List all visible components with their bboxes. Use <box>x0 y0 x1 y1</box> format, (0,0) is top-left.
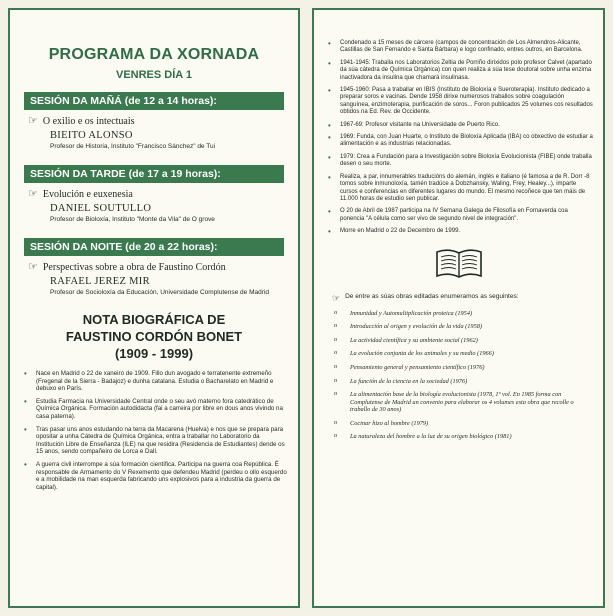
pointing-hand-icon: ☞ <box>28 261 38 273</box>
pointing-hand-icon: ☞ <box>28 188 38 200</box>
session-afternoon <box>10 165 298 224</box>
list-item: • 1979: Crea a Fundación para a Investigación sobre Bioloxía Evolucionista (FIBE) onde traballa desen o seu morte. <box>326 154 593 169</box>
program-panel <box>8 8 300 608</box>
list-item: o La actividad científica y su ambiente social (1962) <box>332 337 593 345</box>
bio-heading-years: (1909 - 1999) <box>114 346 194 361</box>
speaker-name: DANIEL SOUTULLO <box>50 203 152 214</box>
speaker-name: RAFAEL JEREZ MIR <box>50 276 150 287</box>
bio-heading <box>10 311 298 362</box>
bio-list <box>22 370 288 491</box>
works-intro-text: De entre as súas obras editadas enumeramos as seguintes: <box>345 292 519 300</box>
bio-heading-line: NOTA BIOGRÁFICA DE <box>82 312 226 327</box>
program-subtitle: VENRES DÍA 1 <box>115 69 192 81</box>
list-item: • Realiza, a par, innumerables traducións do alemán, inglés e italiano (é famosa a de R. Dorr -8 tomos sobre inmunoloxía, tamén tradúce a Dobzhansky, Waling, Frey, Healey...), imparte cursos e conferencias en diferentes lugares do mundo. El mesmo recoñece que ten máis de 11.000 horas de estudio sen publicar. <box>326 174 593 204</box>
session-night <box>10 238 298 297</box>
list-item: o La evolución conjunta de los animales y su medio (1966) <box>332 350 593 358</box>
session-topic <box>28 189 284 200</box>
list-item: • Tras pasar uns anos estudando na terra da Macarena (Huelva) e nos que se prepara para opositar a unha Cátedra de Química Orgánica, entra a traballar no Laboratorio da Institución Libre de Enseñanza (ILE) na que residira (Residencia de Estudiantes) dende os 15 anos, sendo compañeiro de Lorca e Dalí. <box>22 426 288 456</box>
open-book-icon <box>314 246 603 285</box>
list-item: • 1969: Funda, con Juan Huarte, o Instituto de Bioloxía Aplicada (IBA) co obxectivo de estudiar a alimentación e as industrias relacionadas. <box>326 134 593 149</box>
speaker-name: BIEITO ALONSO <box>50 130 133 141</box>
list-item: o La naturaleza del hombre a la luz de su origen biológico (1981) <box>332 433 593 441</box>
bio-heading-name: FAUSTINO CORDÓN BONET <box>65 329 243 344</box>
speaker-affiliation: Profesor de Socioloxía da Educación, Universidade Complutense de Madrid <box>50 289 269 296</box>
list-item: • A guerra civil interrompe a súa formación científica. Participa na guerra coa República. É responsable de Armamento do V Rexemento que defendeu Madrid (perdeu o ollo esquerdo e a mobilidade na man esquerda fabricando uns explosivos para a industria da guerra de capital). <box>22 461 288 491</box>
bio-list <box>326 40 593 236</box>
list-item: o Cocinar hizo al hombre (1979) <box>332 420 593 428</box>
works-intro <box>332 293 591 304</box>
list-item: • Morre en Madrid o 22 de Decembro de 1999. <box>326 228 593 235</box>
list-item: • Estudia Farmacia na Universidade Central onde o seu avó materno fora catedrático de Química Orgánica. Formación autodidacta (fai a carreira por libre en dous anos vivindo na casa paterna). <box>22 398 288 421</box>
topic-text: O exilio e os intectuais <box>42 116 135 127</box>
session-topic <box>28 116 284 127</box>
biography-panel <box>312 8 605 608</box>
topic-text: Perspectivas sobre a obra de Faustino Cordón <box>42 262 226 273</box>
list-item: o Introducción al origen y evolución de la vida (1958) <box>332 323 593 331</box>
list-item: • Condenado a 15 meses de cárcere (campos de concentración de Los Almendros-Alicante, Castillas de San Fernando e Santa Bárbara) e logo confinado, entres outros, en Barcelona. <box>326 40 593 55</box>
topic-text: Evolución e euxenesia <box>42 189 133 200</box>
list-item: o La alimentación base de la biología evolucionista (1978, 1º vol. En 1985 forma con Complutense de Madrid un convenio para elaborar os 4 volumes esta obra que recolle o traballo de 30 anos) <box>332 391 593 414</box>
list-item: • O 20 de Abril de 1987 participa na IV Semana Galega de Filosofía en Fornaverda coa ponencia "A célula como ser vivo de segundo nivel de integración". <box>326 208 593 223</box>
session-morning <box>10 92 298 151</box>
pointing-hand-icon: ☞ <box>28 115 38 127</box>
pointing-hand-icon: ☞ <box>332 292 341 303</box>
list-item: • 1945-1960: Pasa a traballar en IBIS (Instituto de Bioloxía e Sueroterapia). Instituto dedicado a preparar soros e vacinas. Dende 1958 dirixe numerosos traballos sobre coagulación sanguínea, enzimoterapia, purificación de soros... Foron publicados 25 volumes cos resultados obtidos na Ed. Rev. de Occidente. <box>326 87 593 117</box>
speaker-affiliation: Profesor de Historia, Instituto "Francisco Sánchez" de Tui <box>50 143 216 150</box>
session-header: SESIÓN DA MAÑÁ (de 12 a 14 horas): <box>24 92 284 110</box>
list-item: • Nace en Madrid o 22 de xaneiro de 1909. Fillo dun avogado e terratenente extremeño (Fregenal de la Sierra - Badajoz) e dunha catalana. Estudia o Bacharelato en Madrid e debuxo en París. <box>22 370 288 393</box>
session-header: SESIÓN DA NOITE (de 20 a 22 horas): <box>24 238 284 256</box>
list-item: o La función de la ciencia en la sociedad (1976) <box>332 378 593 386</box>
list-item: • 1941-1945: Traballa nos Laboratorios Zeltia de Porriño dirixidos polo profesor Calvet (apartado da súa cátedra de Química Orgánica) con quen realiza a súa tese doutoral sobre unha enzima inactivadora da insulina que chamará insulinasa. <box>326 60 593 82</box>
list-item: • 1967-69: Profesor visitante na Universidade de Puerto Rico. <box>326 122 593 129</box>
program-title: PROGRAMA DA XORNADA <box>48 46 260 63</box>
list-item: o Inmunidad y Automultiplicación proteica (1954) <box>332 310 593 318</box>
session-header: SESIÓN DA TARDE (de 17 a 19 horas): <box>24 165 284 183</box>
speaker-affiliation: Profesor de Bioloxía, Instituto "Monte da Vila" de O grove <box>50 216 215 223</box>
works-list <box>332 310 593 442</box>
list-item: o Pensamiento general y pensamiento científico (1976) <box>332 364 593 372</box>
session-topic <box>28 262 284 273</box>
